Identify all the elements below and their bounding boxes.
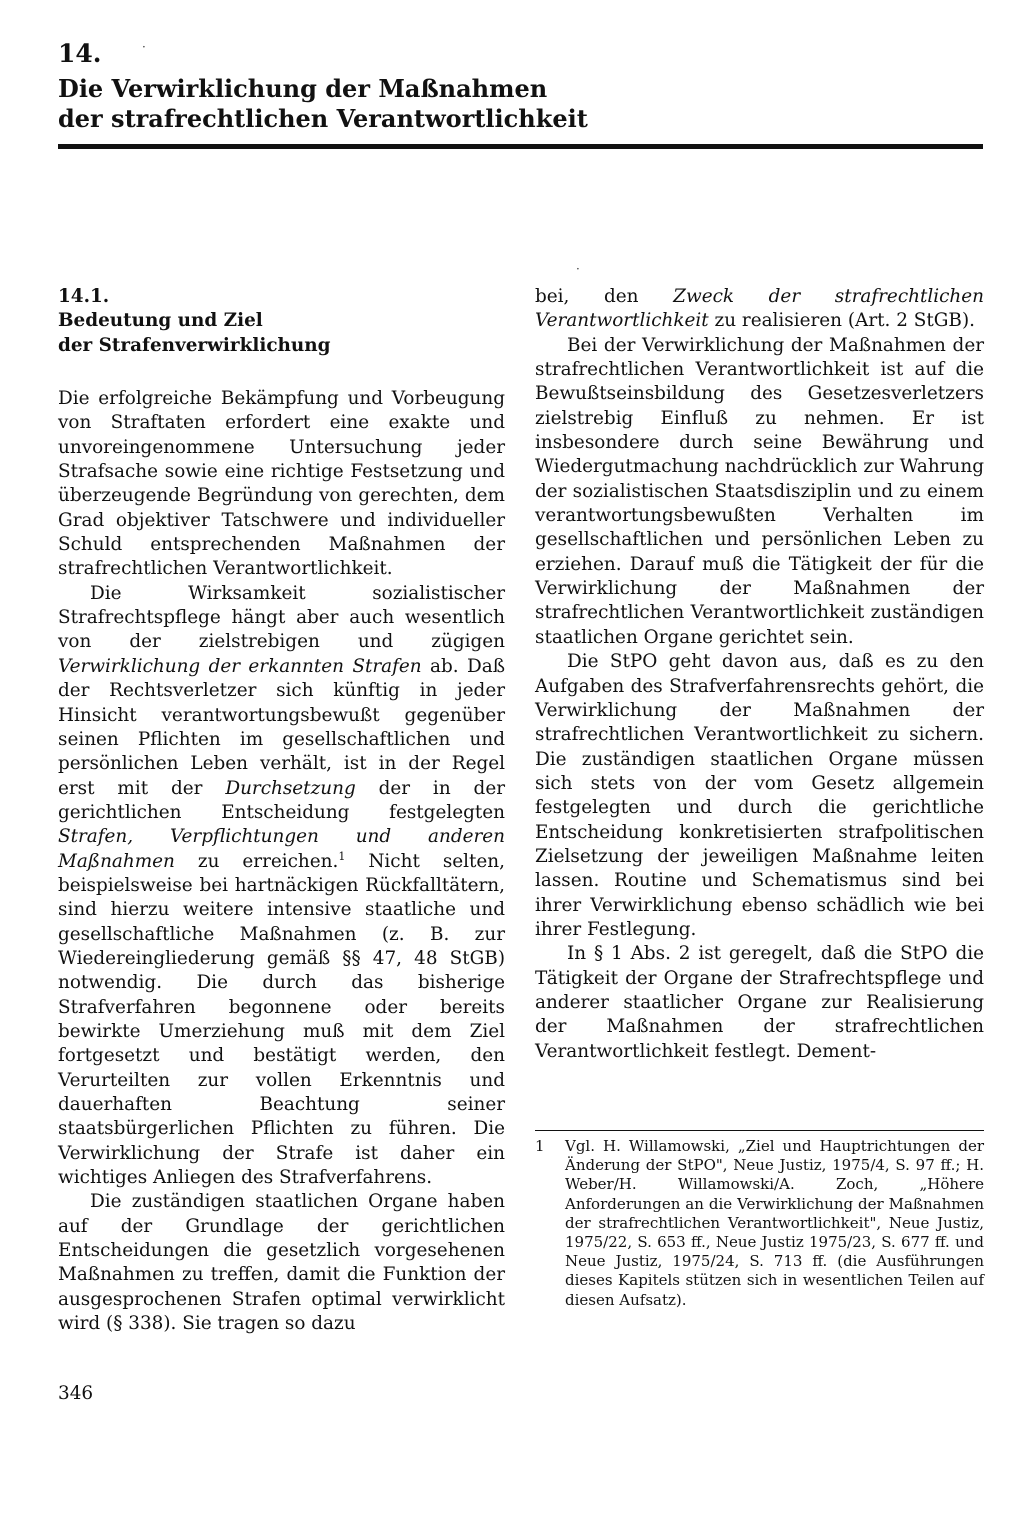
print-speck: · <box>142 40 146 54</box>
chapter-rule <box>58 144 983 149</box>
left-paragraph-2 <box>58 582 505 1191</box>
footnote <box>535 1137 984 1310</box>
section-title-line-2: der Strafenverwirklichung <box>58 334 331 356</box>
print-speck: · <box>576 262 580 276</box>
chapter-title <box>58 74 958 134</box>
footnote-reference: 1 <box>338 849 346 863</box>
right-paragraph-4: In § 1 Abs. 2 ist geregelt, daß die StPO die Tätigkeit der Organe der Strafrechtspflege und anderer staatlicher Organe zur Realisierung der Maßnahmen der strafrechtlichen Verantwortlichkeit festlegt. Dement- <box>535 943 984 1062</box>
right-p1-emphasis: Zweck der strafrechtlichen Verantwortlichkeit <box>535 286 984 332</box>
page-number: 346 <box>58 1383 94 1404</box>
right-p1-text-a: bei, den <box>535 286 674 307</box>
right-paragraph-3: Die StPO geht davon aus, daß es zu den Aufgaben des Strafverfahrensrechts gehört, die Verwirklichung der Maßnahmen der strafrechtlichen Verantwortlichkeit zu sichern. Die zuständigen staatlichen Organe müssen sich stets von der vom Gesetz allgemein festgelegten und durch die gerichtliche Entscheidung konkretisierten strafpolitischen Zielsetzung der jeweiligen Maßnahme leiten lassen. Routine und Schematismus sind bei ihrer Verwirklichung ebenso schädlich wie bei ihrer Festlegung. <box>535 651 984 940</box>
left-column <box>58 285 505 1336</box>
left-p2-text-d: zu erreichen. <box>174 850 339 872</box>
left-p2-emphasis-3: Strafen, Verpflichtungen und anderen Maßnahmen <box>58 826 505 872</box>
right-p1-text-b: zu realisieren (Art. 2 StGB). <box>708 310 975 332</box>
left-p2-text-e: Nicht selten, beispielsweise bei hartnäckigen Rückfalltätern, sind hierzu weitere intensive staatliche und gesellschaftliche Maßnahmen (z. B. zur Wiedereingliederung gemäß §§ 47, 48 StGB) notwendig. Die durch das bisherige Strafverfahren begonnene oder bereits bewirkte Umerziehung muß mit dem Ziel fortgesetzt und bestätigt werden, den Verurteilten zur vollen Erkenntnis und dauerhaften Beachtung seiner staatsbürgerlichen Pflichten zu führen. Die Verwirklichung der Strafe ist daher ein wichtiges Anliegen des Strafverfahrens. <box>58 850 505 1189</box>
footnote-number: 1 <box>535 1137 545 1155</box>
footnote-rule <box>535 1130 984 1131</box>
left-paragraph-3: Die zuständigen staatlichen Organe haben auf der Grundlage der gerichtlichen Entscheidungen die gesetzlich vorgesehenen Maßnahmen zu treffen, damit die Funktion der ausgesprochenen Strafen optimal verwirklicht wird (§ 338). Sie tragen so dazu <box>58 1191 505 1335</box>
left-p2-emphasis-1: Verwirklichung der erkannten Strafen <box>58 655 422 677</box>
chapter-title-line-2: der strafrechtlichen Verantwortlichkeit <box>58 104 588 133</box>
chapter-title-line-1: Die Verwirklichung der Maßnahmen <box>58 74 548 103</box>
footnote-text: Vgl. H. Willamowski, „Ziel und Hauptrichtungen der Änderung der StPO", Neue Justiz, 1975/4, S. 97 ff.; H. Weber/H. Willamowski/A. Zoch, „Höhere Anforderungen an die Verwirklichung der Maßnahmen der strafrechtlichen Verantwortlichkeit", Neue Justiz, 1975/22, S. 653 ff., Neue Justiz 1975/23, S. 677 ff. und Neue Justiz, 1975/24, S. 713 ff. (die Ausführungen dieses Kapitels stützen sich in wesentlichen Teilen auf diesen Aufsatz). <box>565 1137 984 1309</box>
left-paragraph-1: Die erfolgreiche Bekämpfung und Vorbeugung von Straftaten erfordert eine exakte und unvoreingenommene Untersuchung jeder Strafsache sowie eine richtige Festsetzung und überzeugende Begründung von gerechten, dem Grad objektiver Tatschwere und individueller Schuld entsprechenden Maßnahmen der strafrechtlichen Verantwortlichkeit. <box>58 388 505 580</box>
right-paragraph-2: Bei der Verwirklichung der Maßnahmen der strafrechtlichen Verantwortlichkeit ist auf die Bewußtseinsbildung des Gesetzesverletzers zielstrebig Einfluß zu nehmen. Er ist insbesondere durch seine Bewährung und Wiedergutmachung nachdrücklich zur Wahrung der sozialistischen Staatsdisziplin und zu einem verantwortungsbewußten Verhalten im gesellschaftlichen und persönlichen Leben zu erziehen. Darauf muß die Tätigkeit der für die Verwirklichung der Maßnahmen der strafrechtlichen Verantwortlichkeit zuständigen staatlichen Organe gerichtet sein. <box>535 334 984 648</box>
right-paragraph-1 <box>535 285 984 334</box>
section-title-line-1: Bedeutung und Ziel <box>58 310 263 332</box>
section-heading <box>58 285 505 358</box>
left-p2-text-b: ab. Daß der Rechtsverletzer sich künftig in jeder Hinsicht verantwortungsbewußt gegenüber seinen Pflichten im gesellschaftlichen und persönlichen Leben verhält, ist in der Regel erst mit der <box>58 655 505 799</box>
left-p2-text-a: Die Wirksamkeit sozialistischer Strafrechtspflege hängt aber auch wesentlich von der zielstrebigen und zügigen <box>58 582 505 653</box>
section-number: 14.1. <box>58 286 110 307</box>
right-column <box>535 285 984 1064</box>
left-p2-text-c: der in der gerichtlichen Entscheidung festgelegten <box>58 777 505 823</box>
left-p2-emphasis-2: Durchsetzung <box>225 777 356 799</box>
chapter-number: 14. <box>58 39 102 68</box>
